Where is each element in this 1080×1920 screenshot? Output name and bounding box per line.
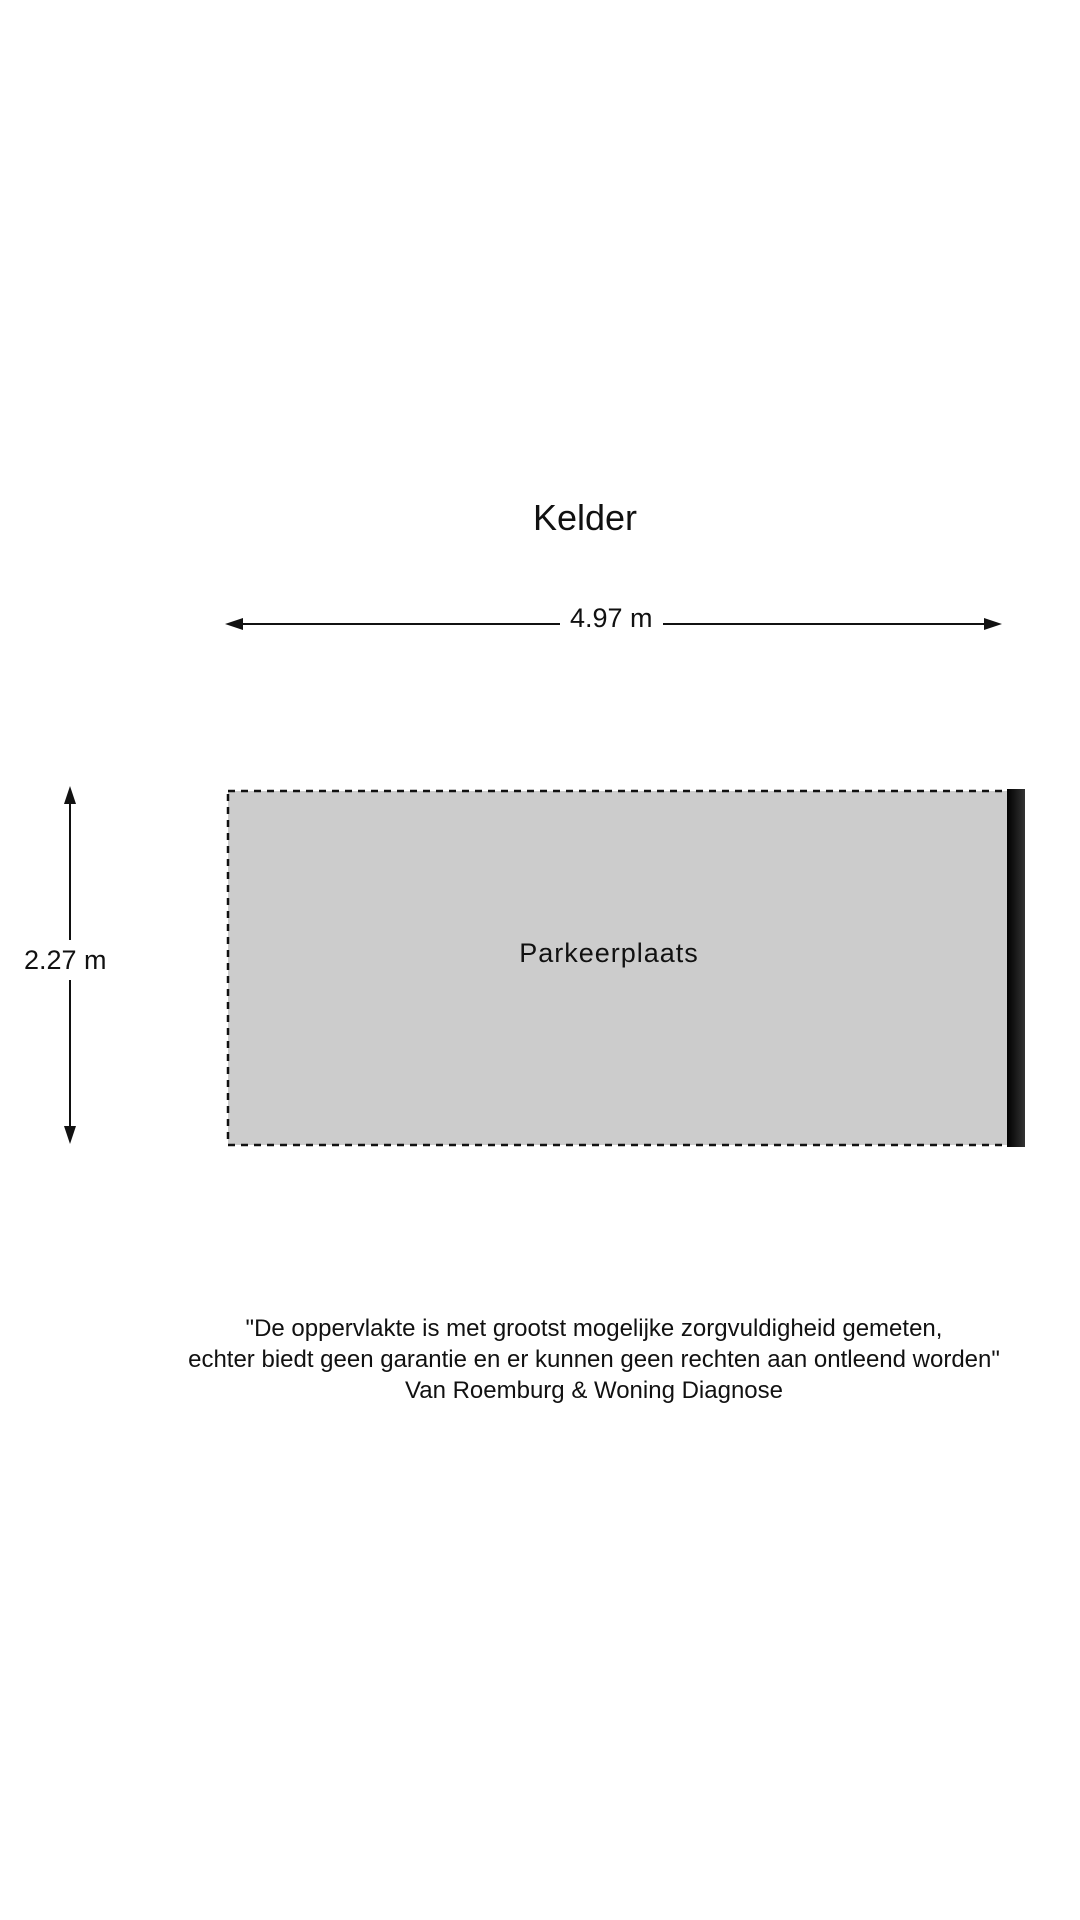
disclaimer-line-3: Van Roemburg & Woning Diagnose [405, 1377, 783, 1404]
height-dimension-label: 2.27 m [24, 940, 107, 980]
arrow-down-icon [64, 1126, 76, 1144]
width-dimension-label: 4.97 m [560, 602, 663, 634]
floor-title: Kelder [532, 497, 638, 538]
solid-wall [1007, 789, 1025, 1147]
disclaimer-line-2: echter biedt geen garantie en er kunnen geen rechten aan ontleend worden" [188, 1346, 1000, 1373]
arrow-right-icon [984, 618, 1002, 630]
disclaimer-line-1: "De oppervlakte is met grootst mogelijke zorgvuldigheid gemeten, [245, 1315, 943, 1342]
arrow-up-icon [64, 786, 76, 804]
disclaimer [0, 1313, 1080, 1406]
room-label: Parkeerplaats [519, 938, 699, 968]
arrow-left-icon [225, 618, 243, 630]
